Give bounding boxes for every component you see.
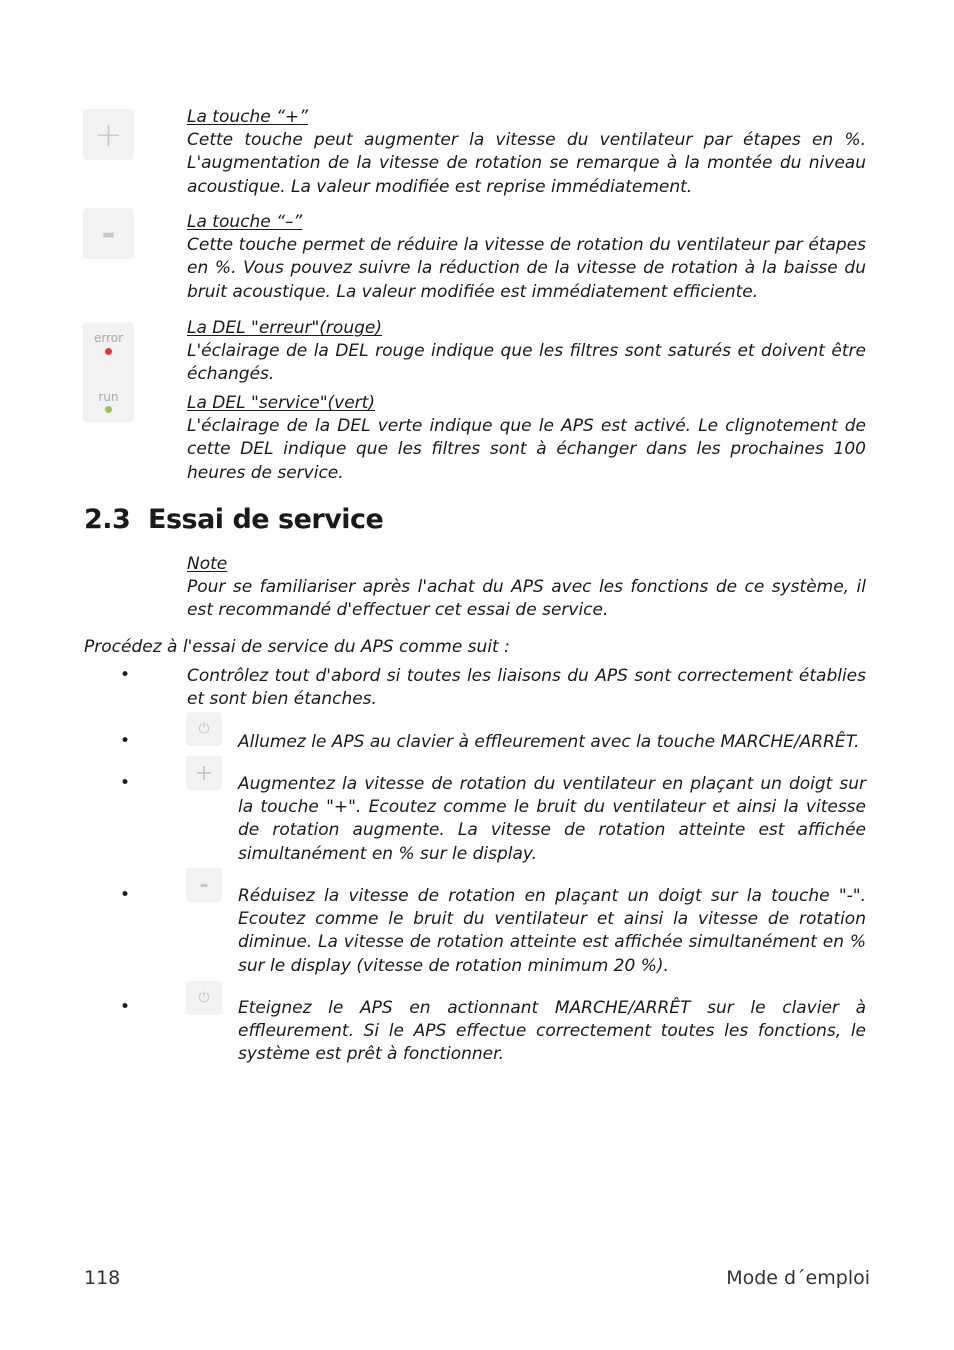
minus-key-small-icon: -: [186, 868, 222, 902]
section-error: [187, 317, 866, 387]
section-error-heading: La DEL "erreur"(rouge): [187, 318, 382, 338]
led-error-label: error: [93, 331, 124, 345]
bullet-4: •: [120, 885, 131, 905]
step-1-text: Contrôlez tout d'abord si toutes les liaisons du APS sont correctement établies et sont bien étanches.: [187, 666, 866, 710]
section-plus-text: Cette touche peut augmenter la vitesse du ventilateur par étapes en %. L'augmentation de la vitesse de rotation se remarque à la montée du niveau acoustique. La valeur modifiée est reprise immédiatement.: [187, 130, 866, 197]
note-heading: Note: [187, 554, 228, 574]
led-panel: [83, 323, 134, 422]
section-minus-text: Cette touche permet de réduire la vitesse de rotation du ventilateur par étapes en %. Vous pouvez suivre la réduction de la vitesse de rotation à la baisse du bruit acoustique. La valeur modifiée est immédiatement efficiente.: [187, 235, 866, 302]
bullet-2: •: [120, 731, 131, 751]
intro-text: Procédez à l'essai de service du APS comme suit :: [84, 637, 510, 657]
minus-key-icon: -: [83, 208, 134, 259]
bullet-1: •: [120, 665, 131, 685]
section-error-text: L'éclairage de la DEL rouge indique que les filtres sont saturés et doivent être échangés.: [187, 341, 866, 385]
page-number: 118: [84, 1267, 121, 1289]
section-service: [187, 392, 866, 485]
plus-key-small-icon: +: [186, 756, 222, 790]
section-plus: [187, 106, 866, 199]
chapter-title: Essai de service: [148, 504, 384, 535]
chapter-number: 2.3: [84, 504, 131, 535]
bullet-5: •: [120, 997, 131, 1017]
step-4-text: Réduisez la vitesse de rotation en plaçant un doigt sur la touche "-". Ecoutez comme le bruit du ventilateur et ainsi la vitesse de rotation diminue. La vitesse de rotation atteinte est affichée simultanément en % sur le display (vitesse de rotation minimum 20 %).: [238, 886, 866, 976]
power-key-small-icon: ⏻: [186, 981, 222, 1015]
step-5-text: Eteignez le APS en actionnant MARCHE/ARRÊT sur le clavier à effleurement. Si le APS effectue correctement toutes les fonctions, le système est prêt à fonctionner.: [238, 998, 866, 1065]
chapter-heading: [84, 504, 383, 535]
section-plus-heading: La touche “+”: [187, 107, 308, 127]
step-2-text: Allumez le APS au clavier à effleurement avec la touche MARCHE/ARRÊT.: [238, 732, 860, 752]
error-led-icon: [105, 348, 112, 355]
led-run-label: run: [98, 390, 119, 404]
plus-key-icon: +: [83, 109, 134, 160]
power-key-icon: ⏻: [186, 712, 222, 746]
run-led-icon: [105, 406, 112, 413]
step-3-text: Augmentez la vitesse de rotation du ventilateur en plaçant un doigt sur la touche "+". Ecoutez comme le bruit du ventilateur et ainsi la vitesse de rotation augmente. La vitesse de rotation atteinte est affichée simultanément en % sur le display.: [238, 774, 866, 864]
note-text: Pour se familiariser après l'achat du APS avec les fonctions de ce système, il est recommandé d'effectuer cet essai de service.: [187, 577, 866, 621]
section-minus: [187, 211, 866, 304]
section-service-heading: La DEL "service"(vert): [187, 393, 375, 413]
bullet-3: •: [120, 773, 131, 793]
note: [187, 553, 866, 623]
section-minus-heading: La touche “–”: [187, 212, 303, 232]
section-service-text: L'éclairage de la DEL verte indique que le APS est activé. Le clignotement de cette DEL indique que les filtres sont à échanger dans les prochaines 100 heures de service.: [187, 416, 866, 483]
footer-label: Mode d´emploi: [726, 1267, 870, 1289]
